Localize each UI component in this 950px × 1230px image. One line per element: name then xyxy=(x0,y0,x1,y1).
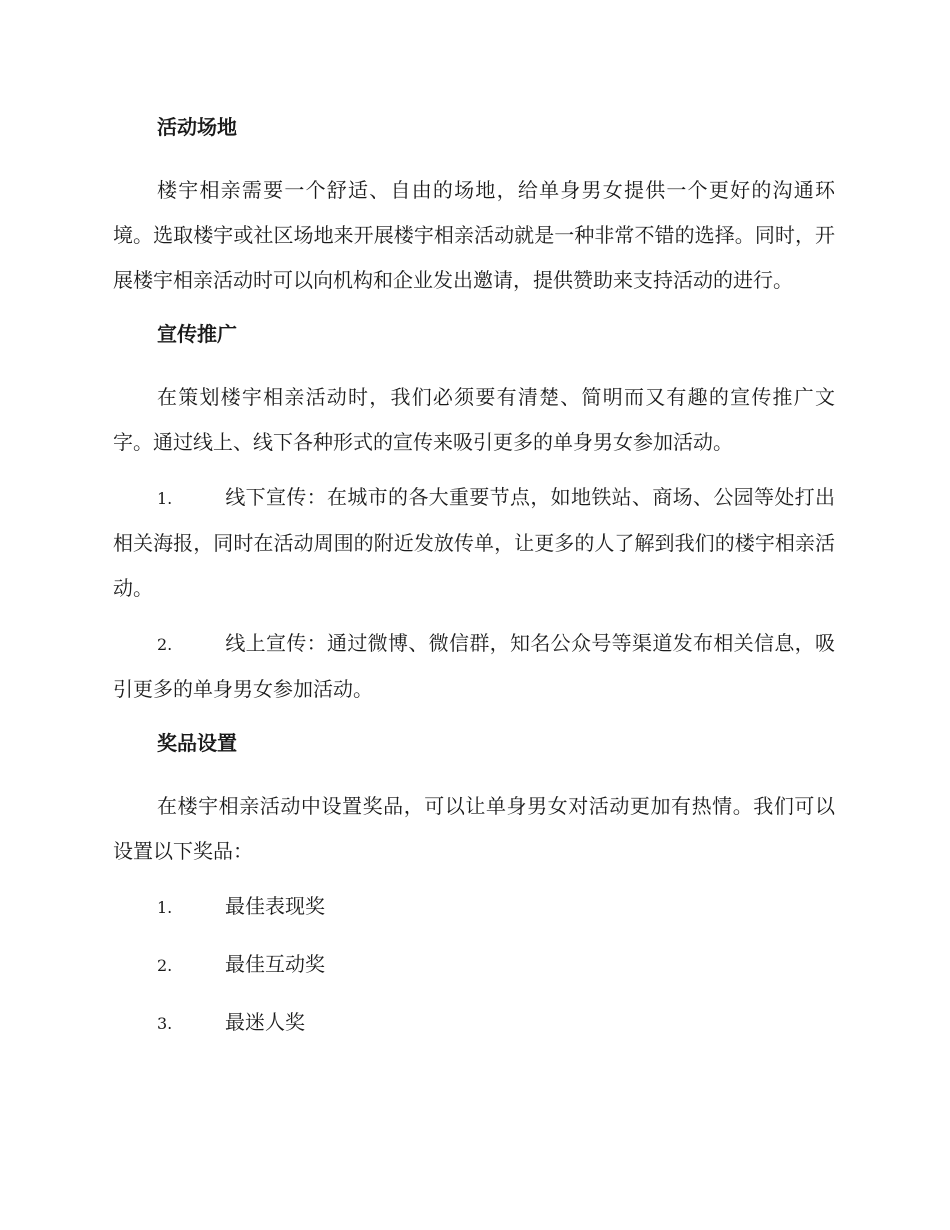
section-heading-venue: 活动场地 xyxy=(157,115,237,139)
list-item-text: 最佳互动奖 xyxy=(225,952,325,976)
paragraph-promotion: 在策划楼宇相亲活动时，我们必须要有清楚、简明而又有趣的宣传推广文字。通过线上、线下各种形式的宣传来吸引更多的单身男女参加活动。 xyxy=(113,385,835,454)
section-heading-promotion: 宣传推广 xyxy=(157,322,237,346)
list-item-text: 最佳表现奖 xyxy=(225,894,325,918)
list-item-text: 线上宣传：通过微博、微信群，知名公众号等渠道发布相关信息，吸引更多的单身男女参加活动。 xyxy=(113,631,835,701)
document-page xyxy=(113,110,835,1058)
list-item-text: 线下宣传：在城市的各大重要节点，如地铁站、商场、公园等处打出相关海报，同时在活动周围的附近发放传单，让更多的人了解到我们的楼宇相亲活动。 xyxy=(113,485,835,600)
list-item-prize-best-interaction xyxy=(113,942,835,988)
list-number: 2. xyxy=(157,635,173,654)
list-number: 1. xyxy=(157,898,173,917)
list-item-prize-most-charming xyxy=(113,1000,835,1046)
list-number: 2. xyxy=(157,956,173,975)
list-number: 3. xyxy=(157,1014,173,1033)
paragraph-venue: 楼宇相亲需要一个舒适、自由的场地，给单身男女提供一个更好的沟通环境。选取楼宇或社区场地来开展楼宇相亲活动就是一种非常不错的选择。同时，开展楼宇相亲活动时可以向机构和企业发出邀请，提供赞助来支持活动的进行。 xyxy=(113,178,835,292)
paragraph-prizes: 在楼宇相亲活动中设置奖品，可以让单身男女对活动更加有热情。我们可以设置以下奖品： xyxy=(113,794,835,863)
section-heading-prizes: 奖品设置 xyxy=(157,731,237,755)
list-number: 1. xyxy=(157,489,173,508)
list-item-online-promotion xyxy=(113,621,835,712)
list-item-offline-promotion xyxy=(113,475,835,611)
list-item-prize-best-performance xyxy=(113,884,835,930)
list-item-text: 最迷人奖 xyxy=(225,1010,305,1034)
